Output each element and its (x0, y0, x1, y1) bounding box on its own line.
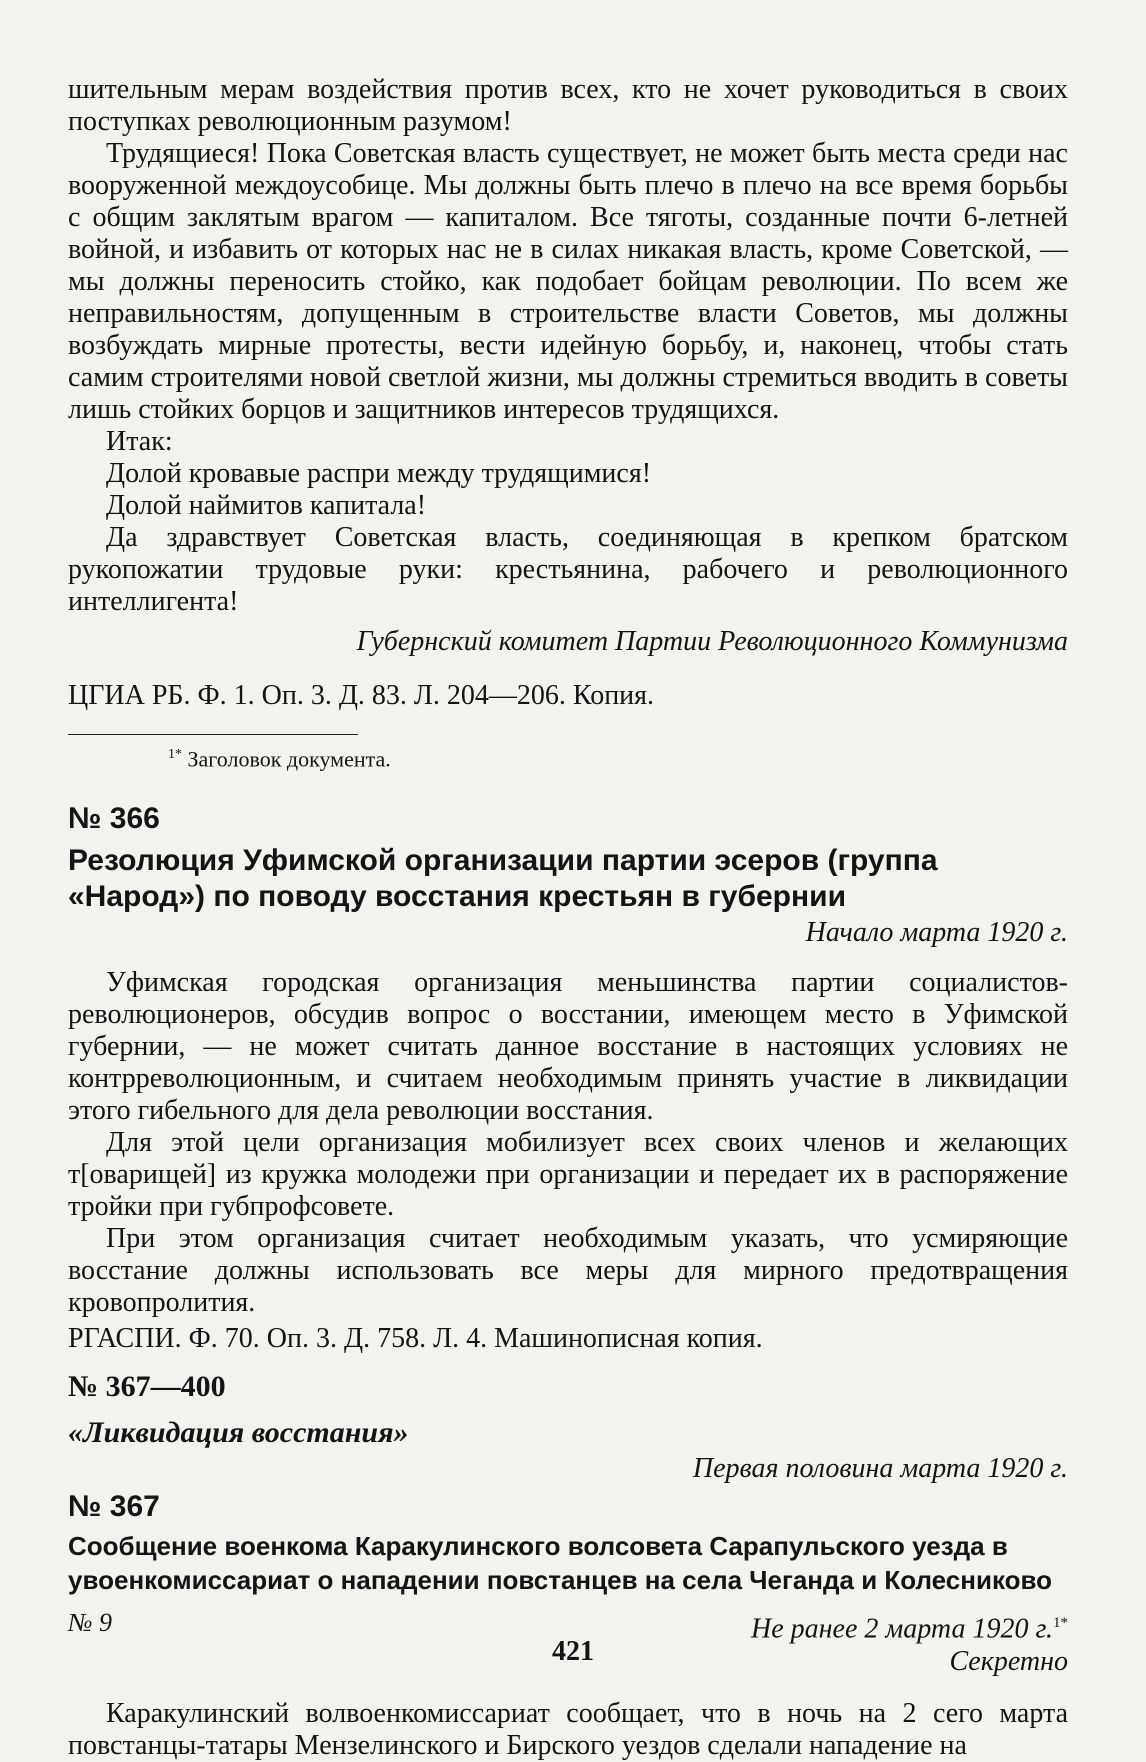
secrecy-label: Секретно (949, 1645, 1068, 1677)
section-date: Первая половина марта 1920 г. (692, 1453, 1068, 1485)
paragraph: Каракулинский волвоенкомиссариат сообщает, что в ночь на 2 сего марта повстанцы-татары Мензелинского и Бирского уездов сделали нападение на (68, 1697, 1068, 1761)
paragraph: Итак: (106, 426, 173, 457)
document-title: Резолюция Уфимской организации партии эсеров (группа «Народ») по поводу восстания крестьян в губернии (68, 844, 938, 914)
footnote-mark: 1* (1053, 1615, 1068, 1632)
paragraph: шительным мерам воздействия против всех, кто не хочет руководиться в своих поступках революционным разумом! (68, 74, 1068, 137)
slogan: Долой кровавые распри между трудящимися! (106, 458, 652, 489)
archive-reference: РГАСПИ. Ф. 70. Оп. 3. Д. 758. Л. 4. Машинописная копия. (68, 1323, 763, 1355)
paragraph: Уфимская городская организация меньшинства партии социалистов-революционеров, обсудив вопрос о восстании, имеющем место в Уфимской губернии, — не может считать данное восстание в настоящих условиях не контрреволюционным, и считаем необходимым принять участие в ликвидации этого гибельного для дела революции восстания. (68, 967, 1068, 1127)
signature: Губернский комитет Партии Революционного Коммунизма (356, 626, 1068, 657)
paragraph: Да здравствует Советская власть, соединяющая в крепком братском рукопожатии трудовые руки: крестьянина, рабочего и революционного интеллигента! (68, 522, 1068, 617)
footnote (168, 741, 1068, 773)
footnote-text: Заголовок документа. (187, 746, 391, 772)
document-number: № 366 (68, 802, 160, 836)
document-date: Не ранее 2 марта 1920 г. (750, 1613, 1053, 1645)
footnote-divider (68, 734, 358, 735)
section-number: № 367—400 (68, 1370, 226, 1404)
document-title: Сообщение военкома Каракулинского волсовета Сарапульского уезда в увоенкомиссариат о нападении повстанцев на села Чеганда и Колесниково (68, 1531, 1053, 1596)
document-serial: № 9 (68, 1608, 113, 1638)
document-date: Начало марта 1920 г. (805, 917, 1068, 949)
slogan: Долой наймитов капитала! (106, 490, 427, 521)
footnote-mark: 1* (168, 747, 182, 762)
paragraph: При этом организация считает необходимым указать, что усмиряющие восстание должны использовать все меры для мирного предотвращения кровопролития. (68, 1223, 1068, 1319)
page-number: 421 (552, 1636, 594, 1667)
page-content (68, 74, 1068, 1762)
paragraph: Трудящиеся! Пока Советская власть существует, не может быть места среди нас вооруженной междоусобице. Мы должны быть плечо в плечо на все время борьбы с общим заклятым врагом — капиталом. Все тяготы, созданные почти 6-летней войной, и избавить от которых нас не в силах никакая власть, кроме Советской, — мы должны переносить стойко, как подобает бойцам революции. По всем же неправильностям, допущенным в строительстве власти Советов, мы должны возбуждать мирные протесты, вести идейную борьбу, и, наконец, чтобы стать самим строителями новой светлой жизни, мы должны стремиться вводить в советы лишь стойких борцов и защитников интересов трудящихся. (68, 138, 1068, 425)
document-number: № 367 (68, 1490, 160, 1524)
archive-reference: ЦГИА РБ. Ф. 1. Оп. 3. Д. 83. Л. 204—206. Копия. (68, 680, 655, 711)
section-title: «Ликвидация восстания» (68, 1416, 409, 1450)
paragraph: Для этой цели организация мобилизует всех своих членов и желающих т[оварищей] из кружка молодежи при организации и передает их в распоряжение тройки при губпрофсовете. (68, 1127, 1068, 1223)
